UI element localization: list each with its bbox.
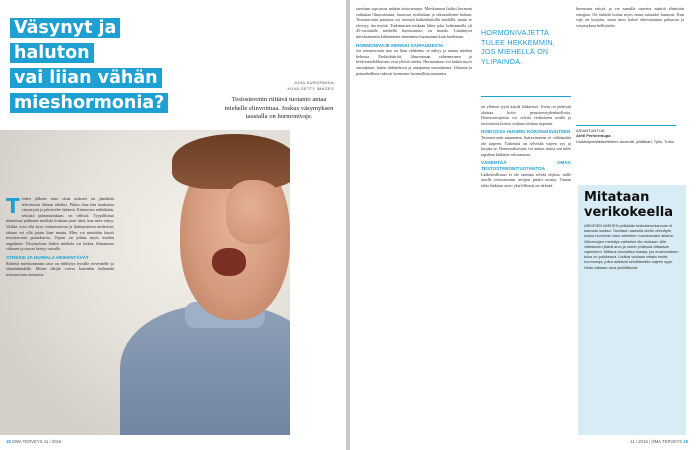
expert-label: ASIANTUNTIJA <box>576 128 605 133</box>
author-rule <box>576 125 676 126</box>
article-credits <box>238 80 334 92</box>
column-3-text-3: Lääketeollisuus ei ole ainoana selvää ohjetta, mille tasolle testosteronin arvojen pitäisi nousta. Tämän takia lääkärin arvio yksilöllisesti on tärkeää. <box>481 171 571 188</box>
footer-left-text: OMA TERVEYS 11 / 2016 <box>11 439 62 444</box>
expert-name: Antti Perheentupa <box>576 133 611 139</box>
headline-line-2: vai liian vähän <box>10 68 162 88</box>
left-page <box>0 0 346 450</box>
sidebar-title-line-2: verikokeella <box>584 204 674 220</box>
page-number-left: 18 <box>6 439 11 444</box>
column-1-text: öiden jälkeen mies ottaa nokoset tai jämähtää televisiosta ähtuun ötkäksi. Pitkin iltaa hän haukottaa väsymystä ja päivittelee ikäänsä. Kiinnostus mihinkään, seksistä puhumattakaan, on vähissä. Tyypillisissä tilanteissa pidämme mieliala loukuna juuri tästä, kun mies väsyy. Vaikka voisi olla kyse voimavaroista ja ikääntymisen merkeistä, takana voi olla jotain ihan muuta. Mies voi nimittäin kärsiä testosteronin puutoksesta. Vajaus on johtaa myös muihin ongelmiin. Väsymyksen lisäksi mieliala voi laskea, lihasmassa vähenee ja rasvaa kertyy vatsalle. <box>6 196 114 252</box>
footer-left <box>6 439 61 444</box>
column-2-text-2: Jos testosteronin taso on liian vähäinen, se näkyy ja tuntuu miehen kehossa. Erektiohäiriöt, lihasvoiman väheneminen ja keskivartalolihavuus ovat yleisiä oireita. Hormonitaso voi laskea myös sairauksien, kuten diabeteksen ja uniapnean seurauksena. Liikunta ja painonhallinta tukevat hormonin luonnollista tuotantoa. <box>356 48 472 76</box>
photo-hair <box>172 134 290 189</box>
body-column-2 <box>356 6 472 76</box>
article-headline <box>10 16 200 116</box>
column-3-text: on yleensä syytä käydä lääkärissä. Usein on järkevää aloittaa hoito perusterveydenhuollosta. Hormonivajeesta voi selvitä verikokeen avulla ja tarvittaessa hoitoa voidaan aloittaa nopeasti. <box>481 104 571 126</box>
column-1-text-2: Riittävä mieshormonin taso on edellytys hyvälle terveydelle ja elämänlaadulle. Monet tekijät voivat kuitenkin heikentää testosteronin tuotantoa. <box>6 260 114 277</box>
sidebar-title-line-1: Mitataan <box>584 190 650 205</box>
drop-cap: T <box>6 194 20 218</box>
credit-photo: KUVA GETTY IMAGES <box>287 86 334 91</box>
column-3-text-2: Testosteronin antaminen lisäravinteena ei välttämättä ole tarpeen. Tärkeintä on selvittää vajeen syy ja korjata se. Hormonikorvaus voi auttaa, mutta sen tulee tapahtua lääkärin valvonnassa. <box>481 134 571 157</box>
footer-right-text: 11 / 2016 | OMA TERVEYS <box>630 439 683 444</box>
footer-right <box>630 439 688 444</box>
info-sidebar <box>578 185 686 435</box>
column-2-subhead: HORMONIVAJE MERKKI SAIRAUDESTA <box>356 42 444 48</box>
tired-man-photo <box>0 130 290 435</box>
article-lead: Testosteronin riittävä tuotanto antaa miehelle elinvoimaa. Joskus väsymyksen taustalla on hormonivaje. <box>224 96 334 120</box>
column-3-subhead: HOIDOSSA HUOMIO KOKONAISUUTEEN <box>481 129 571 135</box>
sidebar-title <box>584 191 673 220</box>
right-page <box>350 0 696 450</box>
pull-quote: HORMONIVAJETTA TULEE HEKKEMMIN, JOS MIEHELLÄ ON YLIPAINOA. <box>481 28 555 66</box>
photo-yawning-mouth <box>212 248 246 276</box>
page-number-right: 19 <box>683 439 688 444</box>
sidebar-text: ARKIISEN MIEHEN pelkkään testosteroniarvoon ei kannata luottaa. Tarvitaan aamulla otettu verinäyte, koska hormonin taso vaihtelee vuorokauden aikana. Viitearvojen merkitys vaihtelee iän mukaan. Alle viitealueen jäävä arvo ja oireet yhdessä viittaavat vajeeseen. Mittaus kannattaa toistaa, jos ensimmäinen tulos on poikkeava. Lisäksi voidaan mitata muita hormoneja, jotka auttavat selvittämään vajeen syyn. Hoito valitaan aina yksilöllisesti. <box>584 223 679 270</box>
credit-author: JUHA KUROPAKKA <box>293 80 334 85</box>
column-2-text: tarvitaan sopivassa määrin testosteronia. Mieskunnon lisäksi hormoni vaikuttaa lihasvoimaan, luustoon, mielialaan ja seksuaaliseen haluun. Testosteronin puutosta voi esiintyä kaikenikäisillä miehillä, mutta se yleistyy iän myötä. Tutkimusten mukaan lähes joka kolmannella yli 45-vuotiaalla miehellä hormonitaso on matala. Lisääntyvä mieshormonin kiihtäminen ennemmin huomataan kuin hoidetaan. <box>356 6 472 39</box>
column-4-text: hormonin erittyä ja vie samalla suureita määriä elimistön energiaa. On tärkeää hoitaa myös muut sairaudet kuntoon. Kun vaje on korjattu, moni mies kokee elinvoimansa palaavan ja väsymyksen hellittävän. <box>576 6 684 28</box>
body-column-4 <box>576 6 684 28</box>
photo-hand <box>226 180 286 244</box>
headline-line-3: mieshormonia? <box>10 93 168 113</box>
headline-line-1: Väsynyt ja haluton <box>10 18 120 63</box>
expert-title: Lisääntymislääketieteen dosentti, ylilääkäri, Tyks, Turku <box>576 138 675 144</box>
body-column-1 <box>6 196 114 277</box>
expert-box <box>576 128 676 144</box>
column-3-subhead-2: VÄHENTÄÄ OMAA TESTOSTERONITUOTANTOA <box>481 160 571 171</box>
column-1-subhead: STRESSI JA HUIMALA HEIKENTÄVÄT <box>6 254 89 260</box>
pull-quote-rule <box>481 96 571 97</box>
body-column-3 <box>481 104 571 188</box>
